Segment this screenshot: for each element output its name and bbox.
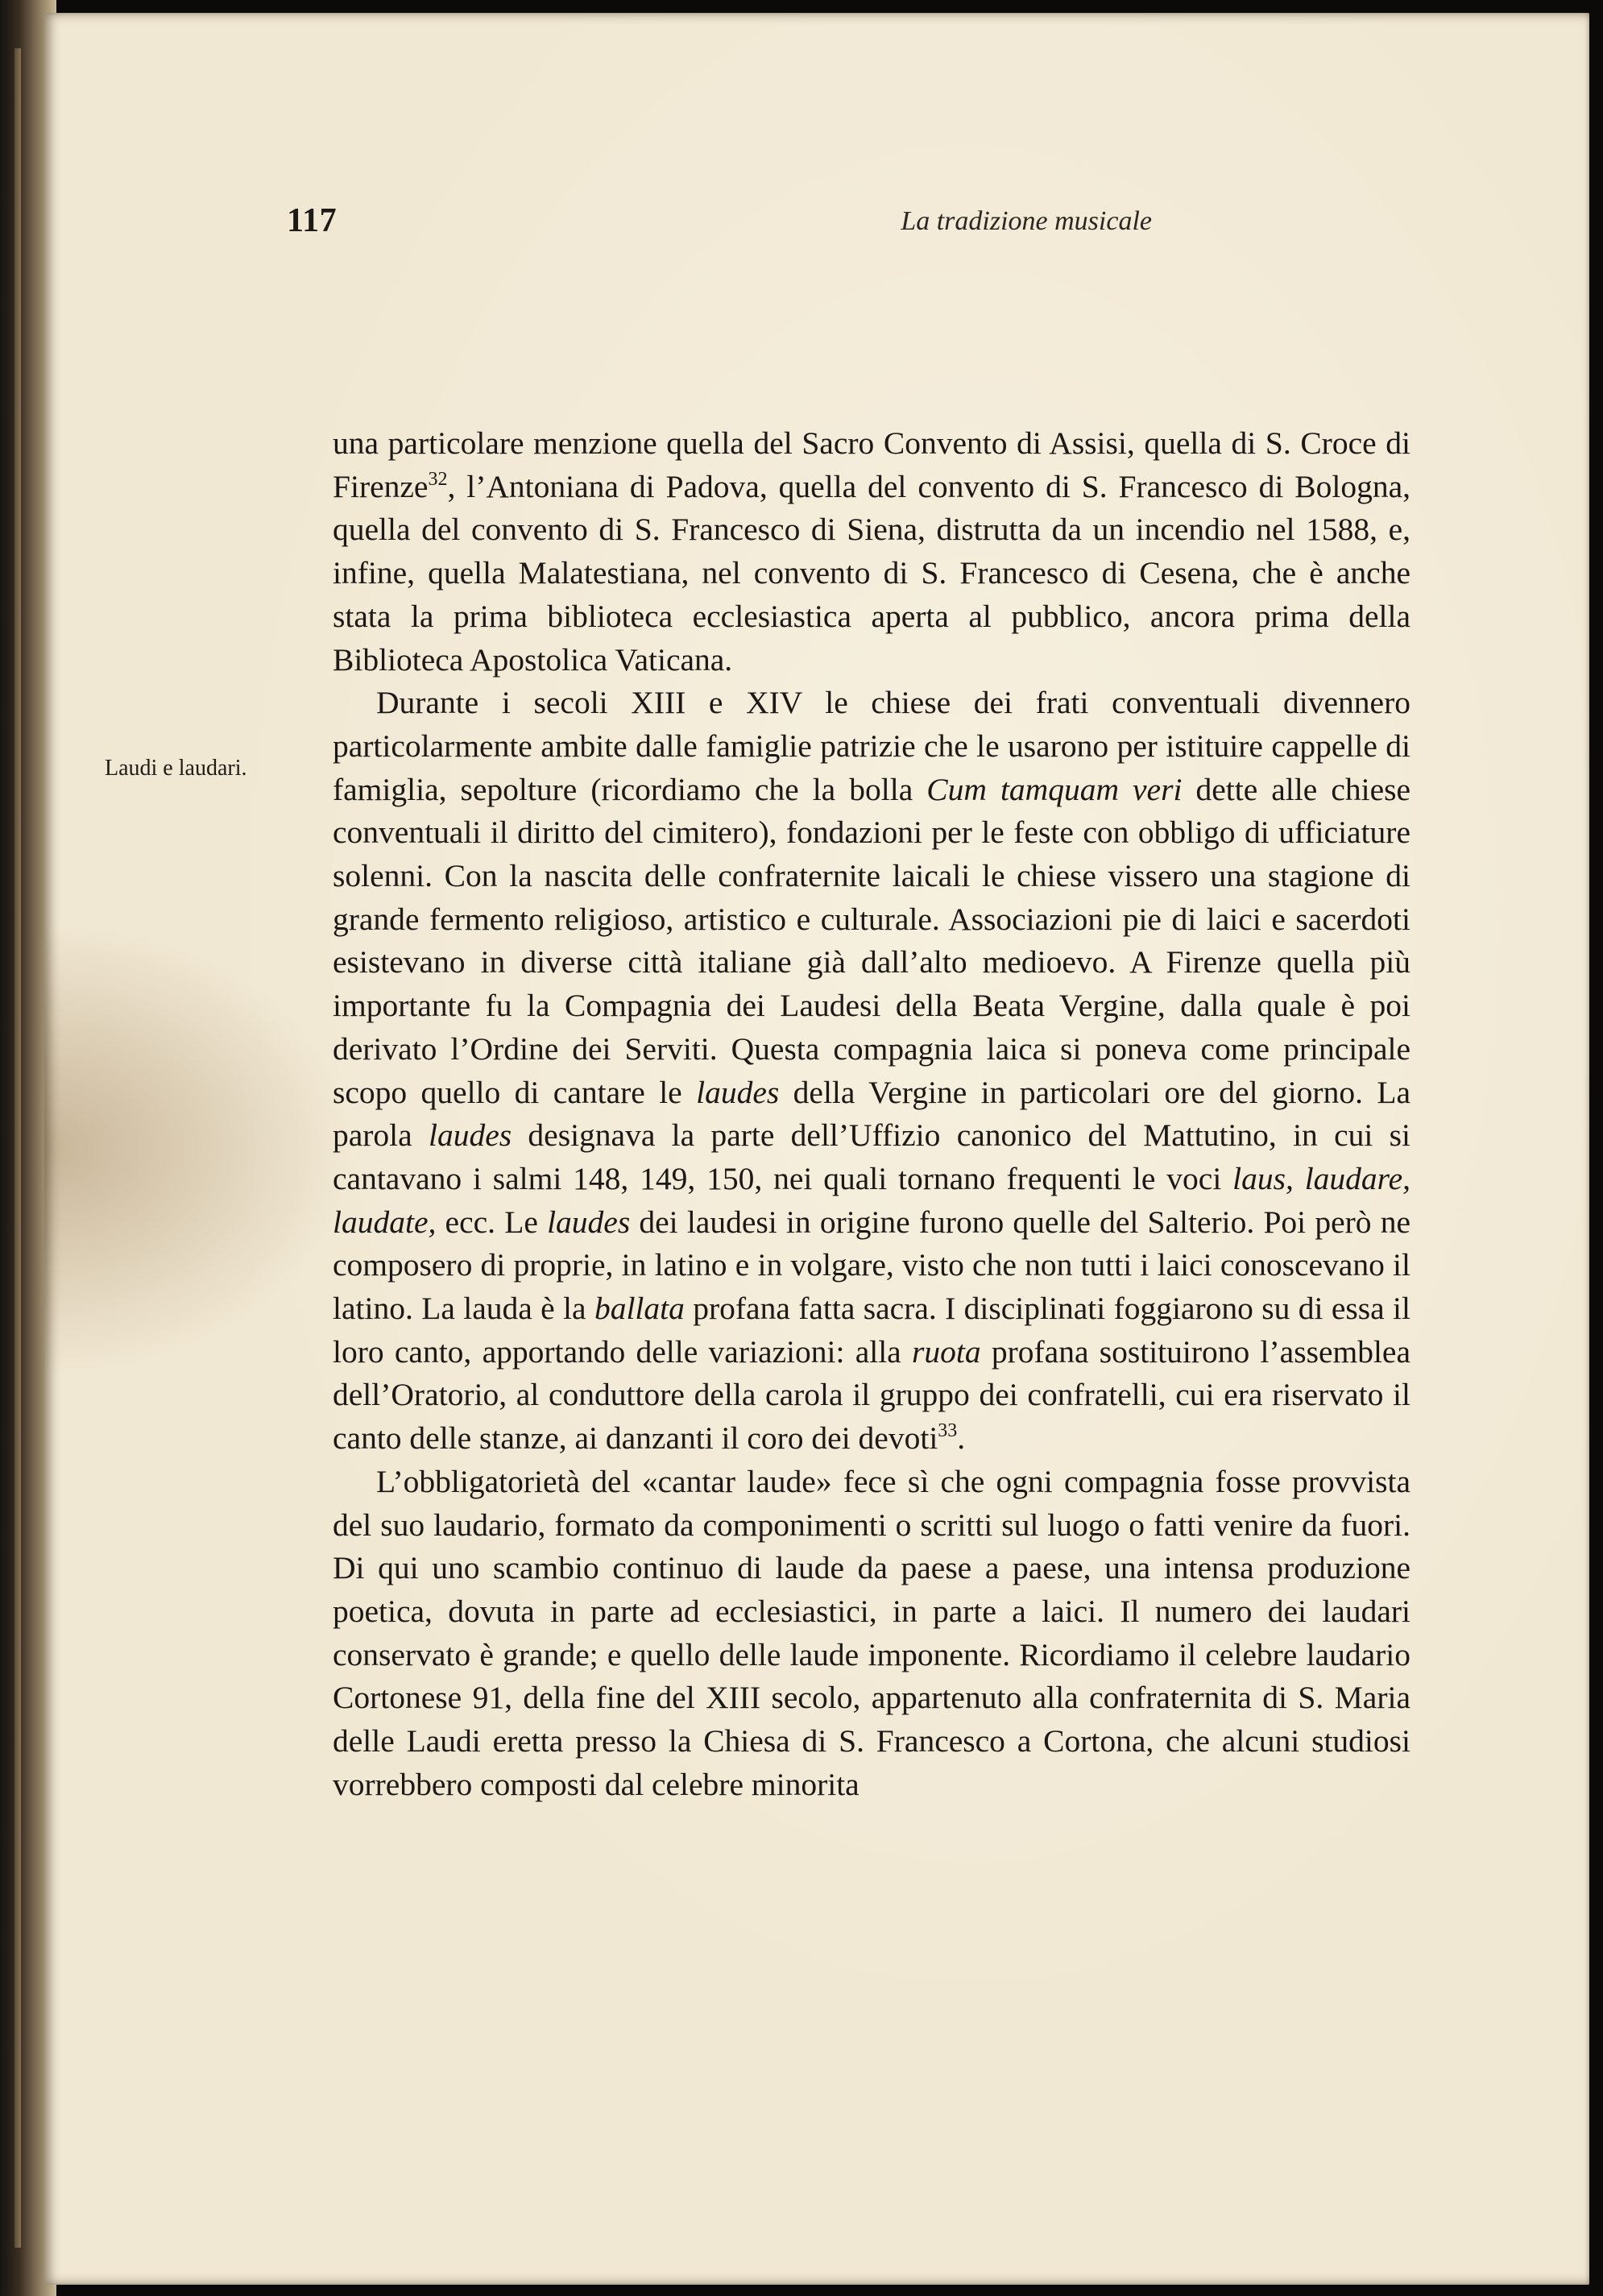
text-run: designava la parte dell’Uffizio canonico del Mattutino, in cui si cantavano i salmi 148, 149, 150, nei quali tornano frequenti le voci	[333, 1117, 1410, 1196]
text-run: della Vergine in particolari ore del giorno. La parola	[333, 1074, 1411, 1154]
footnote-ref: 33	[938, 1420, 958, 1442]
body-text	[333, 422, 1410, 1807]
italic-text: ballata	[594, 1291, 685, 1327]
text-run: , l’Antoniana di Padova, quella del convento di S. Francesco di Bologna, quella del convento di S. Francesco di Siena, distrutta da un incendio nel 1588, e, infine, quella Malatestiana, nel convento di S. Francesco di Cesena, che è anche stata la prima biblioteca ecclesiastica aperta al pubblico, ancora prima della Biblioteca Apostolica Vaticana.	[333, 468, 1410, 678]
chapter-title: La tradizione musicale	[901, 206, 1152, 236]
margin-note: Laudi e laudari.	[105, 756, 247, 781]
italic-text: laudes	[428, 1117, 512, 1154]
italic-text: laudes	[547, 1204, 631, 1240]
italic-text: laudes	[696, 1074, 780, 1110]
text-run: .	[957, 1420, 966, 1457]
paragraph	[333, 682, 1410, 1461]
footnote-ref: 32	[428, 468, 448, 490]
text-run: ecc. Le	[436, 1204, 548, 1240]
paragraph	[333, 422, 1410, 682]
text-run: Durante i secoli XIII e XIV le chiese dei frati conventuali divennero particolarmente ambite dalle famiglie patrizie che le usarono per istituire cappelle di famiglia, sepolture (ricordiamo che la bolla	[333, 685, 1410, 807]
text-run: L’obbligatorietà del «cantar laude» fece sì che ogni compagnia fosse provvista del suo laudario, formato da componimenti o scritti sul luogo o fatti venire da fuori. Di qui uno scambio continuo di laude da paese a paese, una intensa produzione poetica, dovuta in parte ad ecclesiastici, in parte a laici. Il numero dei laudari conservato è grande; e quello delle laude imponente. Ricordiamo il celebre laudario Cortonese 91, della fine del XIII secolo, appartenuto alla confraternita di S. Maria delle Laudi eretta presso la Chiesa di S. Francesco a Cortona, che alcuni studiosi vorrebbero composti dal celebre minorita	[333, 1463, 1410, 1802]
paragraph	[333, 1461, 1410, 1807]
text-run: dei laudesi in origine furono quelle del Salterio. Poi però ne composero di proprie, in latino e in volgare, visto che non tutti i laici conoscevano il latino. La lauda è la	[333, 1204, 1410, 1327]
italic-text: ruota	[911, 1333, 981, 1370]
italic-text: Cum tamquam veri	[926, 771, 1183, 807]
page-number: 117	[287, 202, 338, 239]
italic-text: laus, laudare, laudate,	[333, 1160, 1410, 1240]
text-run: profana sostituirono l’assemblea dell’Oratorio, al conduttore della carola il gruppo dei confratelli, cui era riservato il canto delle stanze, ai danzanti il coro dei devoti	[333, 1333, 1410, 1457]
text-run: dette alle chiese conventuali il diritto del cimitero), fondazioni per le feste con obbligo di ufficiature solenni. Con la nascita delle confraternite laicali le chiese vissero una stagione di grande fermento religioso, artistico e culturale. Associazioni pie di laici e sacerdoti esistevano in diverse città italiane già dall’alto medioevo. A Firenze quella più importante fu la Compagnia dei Laudesi della Beata Vergine, dalla quale è poi derivato l’Ordine dei Serviti. Questa compagnia laica si poneva come principale scopo quello di cantare le	[333, 771, 1411, 1110]
running-head	[287, 201, 1152, 247]
text-run: profana fatta sacra. I disciplinati foggiarono su di essa il loro canto, apportando delle variazioni: alla	[333, 1291, 1410, 1370]
text-run: una particolare menzione quella del Sacro Convento di Assisi, quella di S. Croce di Firenze	[333, 425, 1410, 504]
